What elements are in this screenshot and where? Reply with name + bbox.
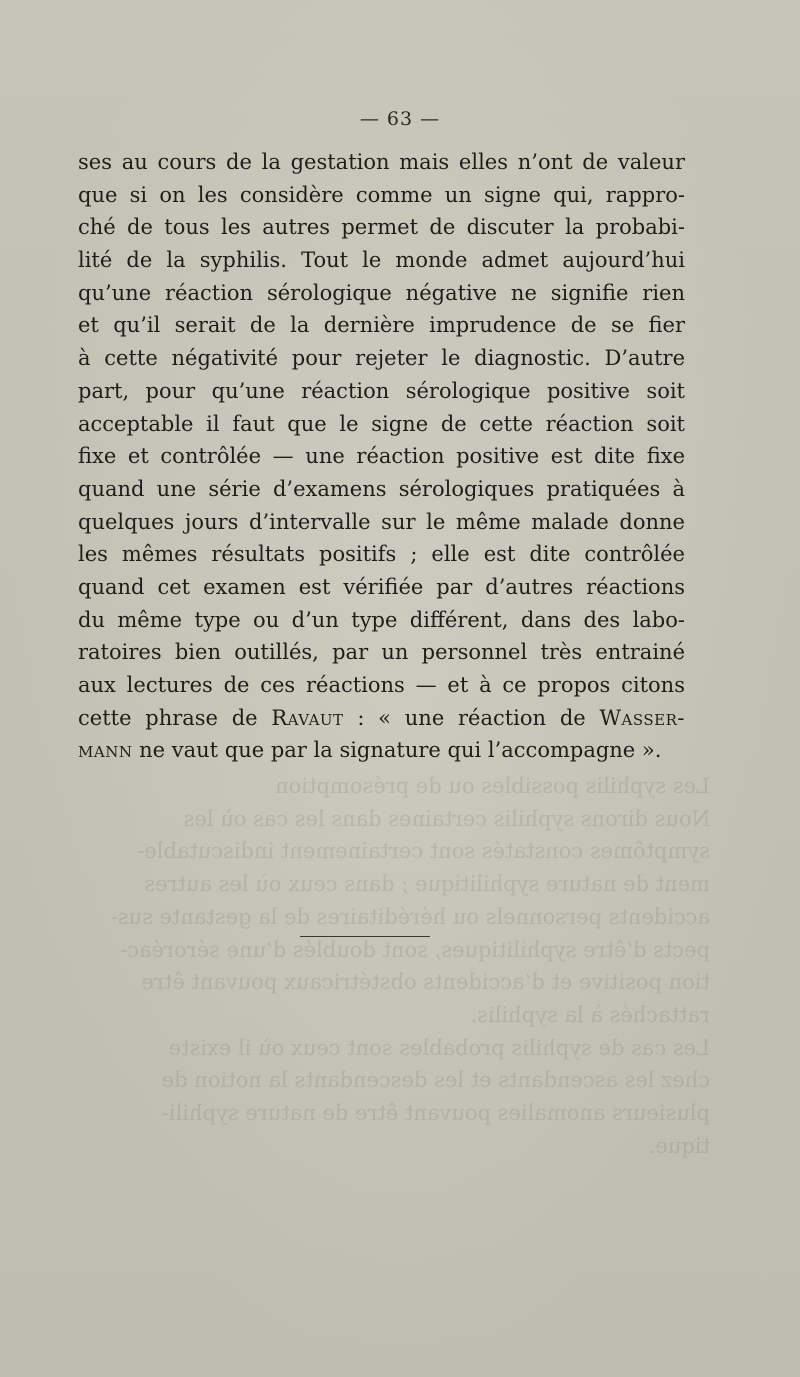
text-line: acceptable il faut que le signe de cette réaction soit: [78, 411, 685, 436]
text-line: que si on les considère comme un signe qui, rappro-: [78, 182, 685, 207]
text-line: ratoires bien outillés, par un personnel très entrainé: [78, 640, 685, 665]
text-fragment: cette phrase de: [78, 705, 272, 730]
section-divider: [300, 936, 430, 937]
text-fragment: : « une réaction de: [343, 705, 600, 730]
author-name-wassermann-part1: Wasser-: [599, 705, 685, 730]
page-number: — 63 —: [359, 108, 441, 130]
show-through-text: Les syphilis possibles ou de présomption Nous dirons syphilis certaines dans les cas où les symptômes constatés sont certainement indiscutable- ment de nature syphilitique ; dans ceux où les autres accidents personnels ou héréditaires de la gestante sus- pects d’être syphilitiques, sont doublés d’une séroréac- tion positive et d’accidents obstétricaux pouvant être rattachés à la syphilis. Les cas de syphilis probables sont ceux où il existe chez les ascendants et les descendants la notion de plusieurs anomalies pouvant être de nature syphili- tique.: [110, 774, 710, 1158]
author-name-wassermann-part2: mann: [78, 738, 133, 763]
body-paragraph: [78, 146, 685, 767]
text-line: et qu’il serait de la dernière imprudence de se fier: [78, 313, 685, 338]
text-line: [78, 734, 685, 767]
text-line: quand cet examen est vérifiée par d’autres réactions: [78, 574, 685, 599]
text-line: aux lectures de ces réactions — et à ce propos citons: [78, 673, 685, 697]
text-line: fixe et contrôlée — une réaction positive est dite fixe: [78, 444, 685, 469]
text-line: du même type ou d’un type différent, dans des labo-: [78, 607, 685, 632]
text-line: à cette négativité pour rejeter le diagnostic. D’autre: [78, 346, 685, 371]
text-line: [78, 702, 685, 735]
text-fragment: ne vaut que par la signature qui l’accompagne ».: [132, 738, 662, 763]
text-line: ché de tous les autres permet de discuter la probabi-: [78, 215, 685, 240]
text-line: quand une série d’examens sérologiques pratiquées à: [78, 476, 685, 501]
text-line: les mêmes résultats positifs ; elle est dite contrôlée: [78, 542, 685, 567]
text-line: qu’une réaction sérologique négative ne signifie rien: [78, 280, 685, 305]
author-name-ravaut: Ravaut: [271, 705, 344, 730]
text-line: quelques jours d’intervalle sur le même malade donne: [78, 509, 685, 534]
text-line: ses au cours de la gestation mais elles n’ont de valeur: [78, 150, 685, 174]
text-line: part, pour qu’une réaction sérologique positive soit: [78, 378, 685, 403]
text-line: lité de la syphilis. Tout le monde admet aujourd’hui: [78, 248, 685, 273]
